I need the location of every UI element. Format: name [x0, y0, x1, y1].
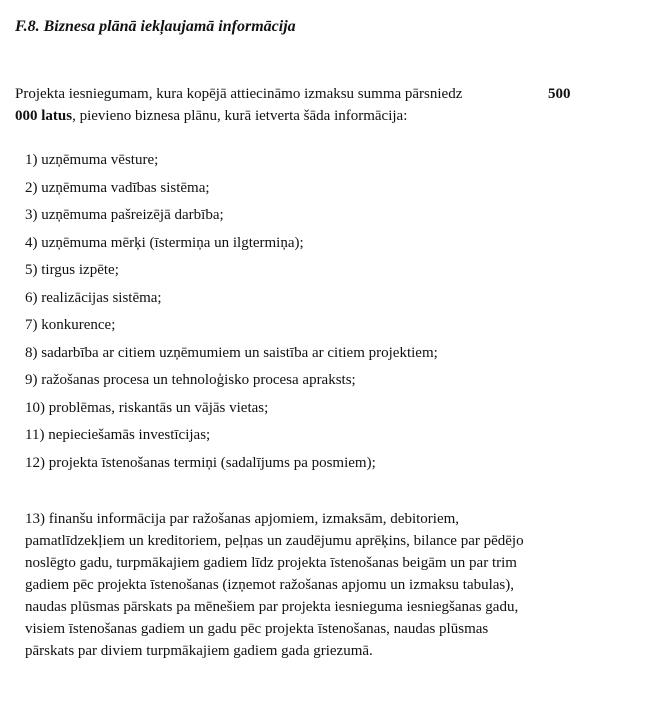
list-item: 11) nepieciešamās investīcijas; — [25, 427, 211, 443]
intro-line-2 — [15, 105, 615, 127]
intro-line-1 — [15, 83, 615, 105]
intro-text-2: , pievieno biznesa plānu, kurā ietverta šāda informācija: — [72, 108, 408, 124]
intro-amount-part-1: 500 — [548, 86, 571, 102]
paragraph-line: pamatlīdzekļiem un kreditoriem, peļņas un zaudējumu aprēķins, bilance par pēdējo — [25, 533, 524, 549]
paragraph-line: gadiem pēc projekta īstenošanas (izņemot ražošanas apjomu un izmaksu tabulas), — [25, 577, 515, 593]
intro-paragraph — [15, 83, 615, 127]
paragraph-line: naudas plūsmas pārskats pa mēnešiem par projekta iesnieguma iesniegšanas gadu, — [25, 599, 519, 615]
list-item: 9) ražošanas procesa un tehnoloģisko procesa apraksts; — [25, 372, 356, 388]
list-item: 1) uzņēmuma vēsture; — [25, 152, 159, 168]
section-heading: F.8. Biznesa plānā iekļaujamā informācija — [15, 18, 296, 35]
paragraph-line: 13) finanšu informācija par ražošanas apjomiem, izmaksām, debitoriem, — [25, 511, 460, 527]
list-item: 6) realizācijas sistēma; — [25, 289, 162, 306]
intro-text-1: Projekta iesniegumam, kura kopējā attiecināmo izmaksu summa pārsniedz — [15, 86, 463, 102]
list-item: 5) tirgus izpēte; — [25, 262, 119, 278]
list-item: 2) uzņēmuma vadības sistēma; — [25, 179, 210, 196]
item-13-paragraph — [25, 508, 625, 662]
list-item: 4) uzņēmuma mērķi (īstermiņa un ilgtermiņa); — [25, 234, 304, 251]
paragraph-line: visiem īstenošanas gadiem un gadu pēc projekta īstenošanas, naudas plūsmas — [25, 621, 489, 637]
intro-amount-part-2: 000 latus — [15, 108, 73, 124]
paragraph-line: noslēgto gadu, turpmākajiem gadiem līdz projekta īstenošanas beigām un par trim — [25, 555, 517, 571]
list-item: 12) projekta īstenošanas termiņi (sadalījums pa posmiem); — [25, 454, 376, 471]
list-item: 10) problēmas, riskantās un vājās vietas; — [25, 399, 269, 416]
info-list — [25, 149, 438, 479]
list-item: 3) uzņēmuma pašreizējā darbība; — [25, 207, 224, 223]
list-item: 8) sadarbība ar citiem uzņēmumiem un saistība ar citiem projektiem; — [25, 344, 438, 361]
list-item: 7) konkurence; — [25, 317, 116, 333]
paragraph-line: pārskats par diviem turpmākajiem gadiem gada griezumā. — [25, 643, 373, 659]
